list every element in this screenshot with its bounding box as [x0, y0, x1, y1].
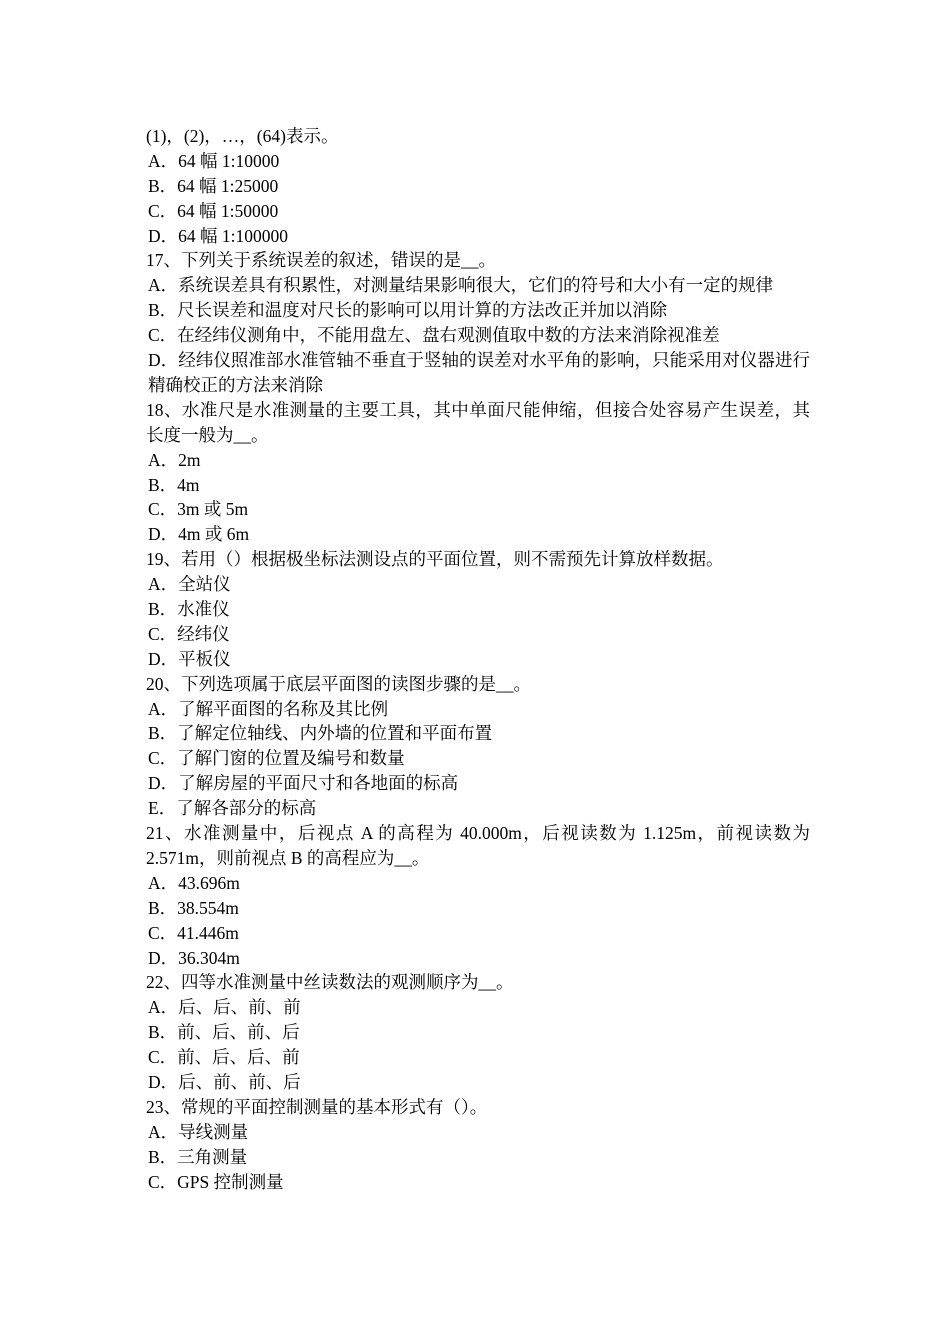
- option-d: D．64 幅 1:100000: [148, 225, 288, 246]
- document-page-body: [146, 124, 810, 1194]
- option-c: C．3m 或 5m: [148, 499, 249, 520]
- option-d: D．平板仪: [148, 648, 231, 669]
- question-19: 19、若用（）根据极坐标法测设点的平面位置，则不需预先计算放样数据。: [146, 549, 724, 570]
- option-a: A．了解平面图的名称及其比例: [148, 698, 389, 719]
- option-d: D．36.304m: [148, 947, 240, 968]
- option-b: B．前、后、前、后: [148, 1022, 300, 1043]
- option-c: C．64 幅 1:50000: [148, 200, 279, 221]
- option-a: A．后、后、前、前: [148, 997, 301, 1018]
- option-d: D．了解房屋的平面尺寸和各地面的标高: [148, 773, 459, 794]
- question-18: 18、水准尺是水准测量的主要工具，其中单面尺能伸缩，但接合处容易产生误差，其长度一般为__。: [146, 399, 810, 445]
- option-b: B．水准仪: [148, 599, 230, 620]
- question-17: 17、下列关于系统误差的叙述，错误的是__。: [146, 250, 496, 271]
- option-d: D．4m 或 6m: [148, 524, 250, 545]
- question-21: 21、水准测量中，后视点 A 的高程为 40.000m，后视读数为 1.125m，前视读数为 2.571m，则前视点 B 的高程应为__。: [146, 823, 810, 868]
- option-a: A．系统误差具有积累性，对测量结果影响很大，它们的符号和大小有一定的规律: [148, 275, 774, 296]
- option-e: E．了解各部分的标高: [148, 798, 317, 819]
- option-a: A．64 幅 1:10000: [148, 150, 280, 171]
- question-23: 23、常规的平面控制测量的基本形式有（）。: [146, 1096, 488, 1117]
- option-b: B．了解定位轴线、内外墙的位置和平面布置: [148, 723, 493, 744]
- option-a: A．导线测量: [148, 1121, 249, 1142]
- option-b: B．三角测量: [148, 1146, 248, 1167]
- option-a: A．43.696m: [148, 872, 240, 893]
- option-c: C．了解门窗的位置及编号和数量: [148, 748, 405, 769]
- option-a: A．2m: [148, 449, 201, 470]
- option-a: A．全站仪: [148, 574, 231, 595]
- question-22: 22、四等水准测量中丝读数法的观测顺序为__。: [146, 972, 514, 993]
- option-b: B．4m: [148, 474, 200, 495]
- option-c: C．在经纬仪测角中，不能用盘左、盘右观测值取中数的方法来消除视准差: [148, 325, 720, 346]
- question-20: 20、下列选项属于底层平面图的读图步骤的是__。: [146, 673, 531, 694]
- question-continuation: (1)，(2)，…，(64)表示。: [146, 126, 339, 146]
- option-b: B．64 幅 1:25000: [148, 175, 279, 196]
- option-b: B．尺长误差和温度对尺长的影响可以用计算的方法改正并加以消除: [148, 300, 668, 321]
- option-d: D．经纬仪照准部水准管轴不垂直于竖轴的误差对水平角的影响，只能采用对仪器进行精确校正的方法来消除: [148, 350, 810, 395]
- option-c: C．41.446m: [148, 922, 239, 943]
- option-b: B．38.554m: [148, 897, 239, 918]
- option-c: C．经纬仪: [148, 623, 230, 644]
- option-c: C．GPS 控制测量: [148, 1171, 284, 1192]
- option-d: D．后、前、前、后: [148, 1071, 301, 1092]
- option-c: C．前、后、后、前: [148, 1047, 300, 1068]
